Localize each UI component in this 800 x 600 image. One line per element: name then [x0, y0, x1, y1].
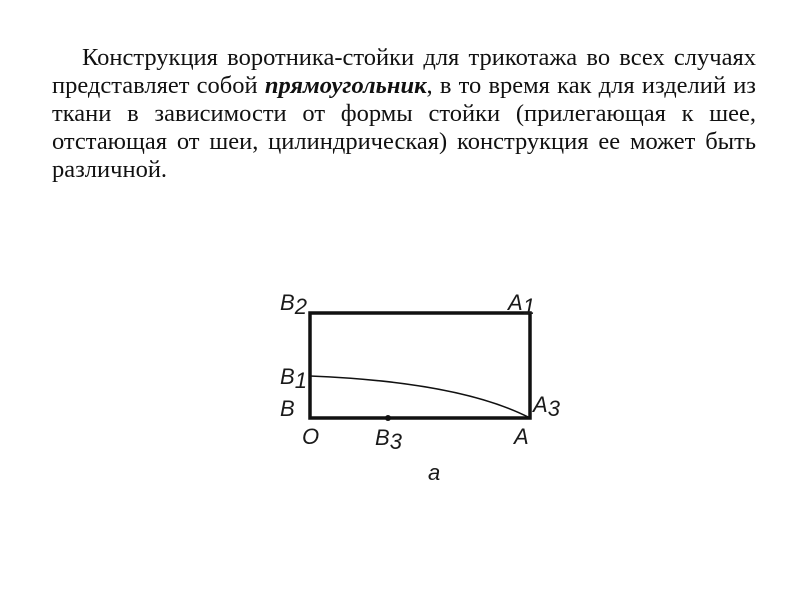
paragraph-emphasis: прямоугольник — [264, 72, 427, 99]
label-a3: А3 — [533, 392, 560, 421]
label-b1: В1 — [280, 364, 307, 393]
point-b3-marker — [385, 415, 391, 421]
label-b2: В2 — [280, 290, 307, 319]
label-a1: А1 — [508, 290, 535, 319]
curve-b1-a3 — [310, 376, 530, 418]
collar-rectangle — [310, 313, 530, 418]
label-a: А — [514, 424, 529, 449]
body-paragraph — [52, 44, 756, 184]
figure-caption: а — [428, 460, 441, 485]
collar-construction-diagram — [260, 270, 600, 510]
paragraph-text-end: , в то время как для изделий из ткани в зависимости от формы стойки (прилегающая к шее, отстающая от шеи, цилиндрическая) конструкция ее может быть различной. — [52, 72, 756, 183]
label-o: О — [302, 424, 320, 449]
label-b: В — [280, 396, 295, 421]
label-b3: В3 — [375, 425, 402, 454]
diagram-lines — [310, 313, 530, 418]
paragraph-text-start: Конструкция воротника-стойки для трикотажа во всех случаях представляет собой — [52, 44, 756, 99]
